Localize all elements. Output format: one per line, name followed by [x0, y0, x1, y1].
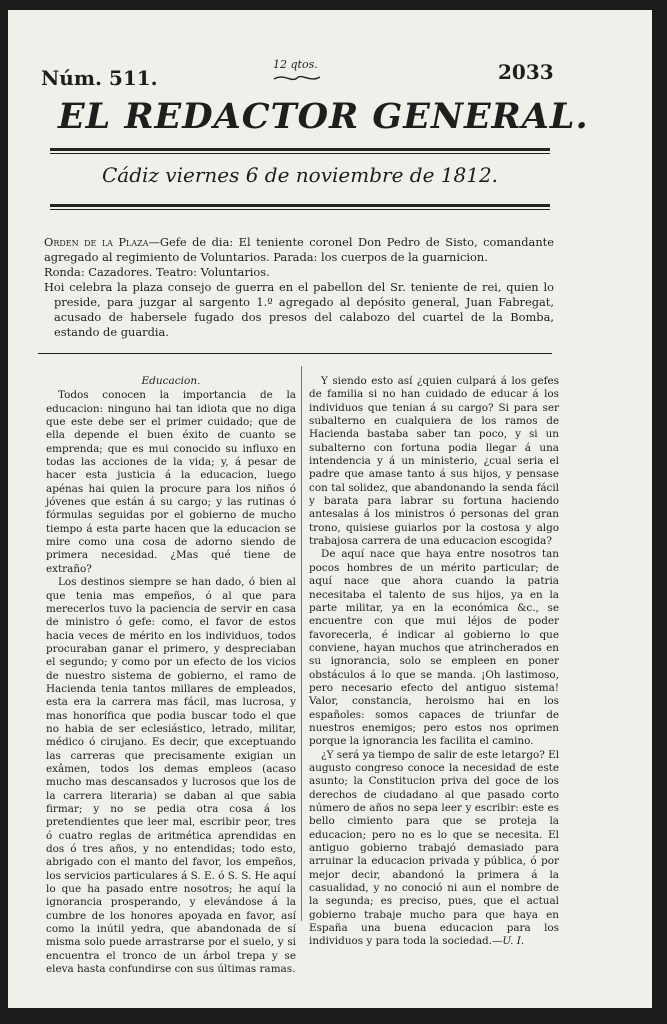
article-column-right — [309, 375, 559, 949]
orden-line-3: Hoi celebra la plaza consejo de guerra en el pabellon del Sr. teniente de rei, quien lo preside, para juzgar al sargento 1.º agregado al depósito general, Juan Fabregat, acusado de habersele fugado dos presos del calabozo del cuartel de la Bomba, estando de guardia. — [44, 280, 554, 339]
article-paragraph-text: ¿Y será ya tiempo de salir de este letargo? El augusto congreso conoce la necesidad de este asunto; la Constitucion priva del goce de los derechos de ciudadano al que pasado corto número de años no sepa leer y escribir: este es bello cimiento para que se proteja la educacion; pero no es lo que se necesita. El antiguo gobierno trabajó demasiado para arruinar la educacion privada y pública, ó por mejor decir, abandonó la primera á la casualidad, y no conoció ni aun el nombre de la segunda; es preciso, pues, que el actual gobierno trabaje mucho para que haya en España una buena educacion para los individuos y para toda la sociedad. — [309, 748, 560, 948]
page-number: 2033 — [498, 60, 554, 84]
article-paragraph: De aquí nace que haya entre nosotros tan pocos hombres de un mérito particular; de aquí nace que ahora cuando la patria necesitaba el talento de sus hijos, ya en la parte militar, ya en la económica &c., se encuentre con que mui léjos de poder favorecerla, é indicar al gobierno lo que conviene, hayan muchos que atrincherados en su ignorancia, solo se empleen en poner obstáculos á lo que se manda. ¡Oh lastimoso, pero necesario efecto del antiguo sistema! Valor, constancia, heroismo hai en los españoles: somos capaces de triunfar de nuestros enemigos; pero estos nos oprimen porque la ignorancia les facilita el camino. — [309, 548, 559, 748]
dateline: Cádiz viernes 6 de noviembre de 1812. — [101, 163, 499, 187]
issue-number: Núm. 511. — [41, 66, 158, 90]
dateline-rule-thin — [50, 209, 550, 210]
article-column-left — [46, 375, 296, 976]
article-signature: —U. I. — [491, 935, 525, 948]
orden-line-1: —Gefe de dia: El teniente coronel Don Pedro de Sisto, comandante agregado al regimiento de Voluntarios. Parada: los cuerpos de la guarnicion. — [44, 235, 554, 264]
orden-label: Orden de la Plaza — [44, 235, 149, 249]
article-paragraph — [309, 749, 559, 949]
article-paragraph: Todos conocen la importancia de la educacion: ninguno hai tan idiota que no diga que este debe ser el primer cuidado; que de ella depende el buen éxito de cuanto se emprenda; que es mui conocido su influxo en todas las acciones de la vida; y, á pesar de hacer esta justicia á la educacion, luego apénas hai quien la procure para los niños ó jóvenes que están á su cargo; y las rutinas ó fórmulas seguidas por el gobierno de mucho tiempo á esta parte hacen que la educacion se mire como una cosa de adorno siendo de primera necesidad. ¿Mas qué tiene de extraño? — [46, 389, 296, 575]
masthead-rule-thick — [50, 148, 550, 151]
flourish-ornament — [272, 73, 322, 83]
article-paragraph: Los destinos siempre se han dado, ó bien al que tenia mas empeños, ó al que para merecerlos tuvo la paciencia de servir en casa de ministro ó gefe: como, el favor de estos hacia veces de mérito en los individuos, todos procuraban ganar el primero, y despreciaban el segundo; y como por un efecto de los vicios de nuestro sistema de gobierno, el ramo de Hacienda tenia tantos millares de empleados, esta era la carrera mas fácil, mas lucrosa, y mas honorífica que podia buscar todo el que no habia de ser eclesiástico, letrado, militar, médico ó cirujano. Es decir, que exceptuando las carreras que precisamente exigian un exâmen, todos los demas empleos (acaso mucho mas descansados y lucrosos que los de la carrera literaria) se daban al que sabia firmar; y no se pedia otra cosa á los pretendientes que leer mal, escribir peor, tres ó cuatro reglas de aritmética aprendidas en dos ó tres años, y no entendidas; todo esto, abrigado con el manto del favor, los empeños, los servicios particulares á S. E. ó S. S. He aquí lo que ha pasado entre nosotros; he aquí la ignorancia prosperando, y elevándose á la cumbre de los honores apoyada en favor, así como la inútil yedra, que abandonada de sí misma solo puede arrastrarse por el suelo, y si encuentra el tronco de un árbol trepa y se eleva hasta confundirse con sus últimas ramas. — [46, 576, 296, 976]
masthead-title: EL REDACTOR GENERAL. — [58, 96, 589, 137]
article-heading: Educacion. — [141, 375, 201, 387]
price-note: 12 qtos. — [273, 58, 318, 71]
dateline-rule-thick — [50, 204, 550, 207]
section-rule — [38, 353, 552, 354]
newspaper-page — [8, 10, 652, 1008]
orden-de-la-plaza — [44, 235, 554, 340]
masthead-rule-thin — [50, 153, 550, 154]
orden-line-2: Ronda: Cazadores. Teatro: Voluntarios. — [44, 265, 270, 279]
column-divider — [301, 366, 302, 921]
article-paragraph: Y siendo esto así ¿quien culpará á los gefes de familia si no han cuidado de educar á los individuos que tenian á su cargo? Si para ser subalterno en cualquiera de los ramos de Hacienda bastaba saber tan poco, y si un subalterno con fortuna podia llegar á una intendencia y á un ministerio, ¿cual seria el padre que amase tanto á sus hijos, y pensase con tal solidez, que abandonando la senda fácil y barata para labrar su fortuna haciendo antesalas á los ministros ó personas del gran trono, quisiese guiarlos por la costosa y algo trabajosa carrera de una educacion escogida? — [309, 375, 559, 548]
